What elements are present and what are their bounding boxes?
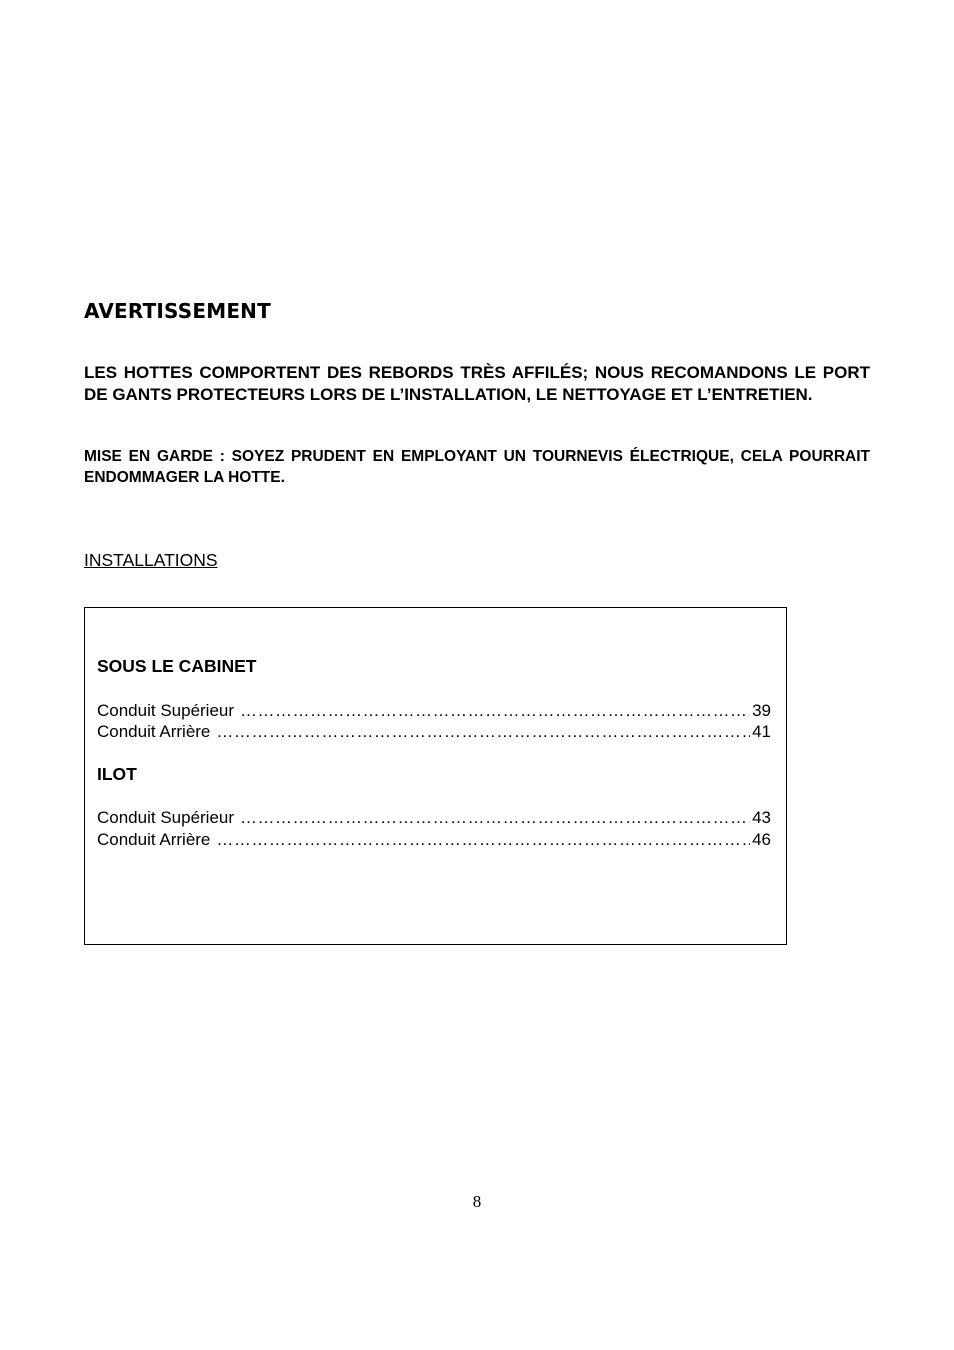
toc-entry-page: 43 bbox=[752, 808, 771, 827]
toc-entry-page: 41 bbox=[752, 722, 771, 741]
toc-dot-leader bbox=[216, 721, 750, 742]
toc-dot-leader bbox=[240, 807, 750, 828]
toc-entry-page: 46 bbox=[752, 830, 771, 849]
toc-entry[interactable] bbox=[97, 721, 771, 742]
toc-entry-label: Conduit Arrière bbox=[97, 722, 211, 741]
toc-entry[interactable] bbox=[97, 829, 771, 850]
toc-entry-label: Conduit Supérieur bbox=[97, 808, 235, 827]
toc-entry[interactable] bbox=[97, 700, 771, 721]
toc-entry-label: Conduit Supérieur bbox=[97, 701, 235, 720]
toc-group-title-ilot: ILOT bbox=[97, 764, 137, 784]
toc-dot-leader bbox=[216, 829, 750, 850]
installations-label: INSTALLATIONS bbox=[84, 550, 218, 570]
toc-entry[interactable] bbox=[97, 807, 771, 828]
warning-heading: AVERTISSEMENT bbox=[84, 299, 271, 323]
toc-dot-leader bbox=[240, 700, 750, 721]
installations-toc-box bbox=[84, 607, 787, 945]
toc-entry-label: Conduit Arrière bbox=[97, 830, 211, 849]
caution-text: MISE EN GARDE : SOYEZ PRUDENT EN EMPLOYANT UN TOURNEVIS ÉLECTRIQUE, CELA POURRAIT ENDOMMAGER LA HOTTE. bbox=[84, 448, 870, 486]
warning-main-text: LES HOTTES COMPORTENT DES REBORDS TRÈS AFFILÉS; NOUS RECOMANDONS LE PORT DE GANTS PROTECTEURS LORS DE L’INSTALLATION, LE NETTOYAGE ET L’ENTRETIEN. bbox=[84, 363, 870, 404]
toc-entry-page: 39 bbox=[752, 701, 771, 720]
toc-group-title-sous-le-cabinet: SOUS LE CABINET bbox=[97, 656, 257, 676]
page-number: 8 bbox=[472, 1192, 482, 1211]
